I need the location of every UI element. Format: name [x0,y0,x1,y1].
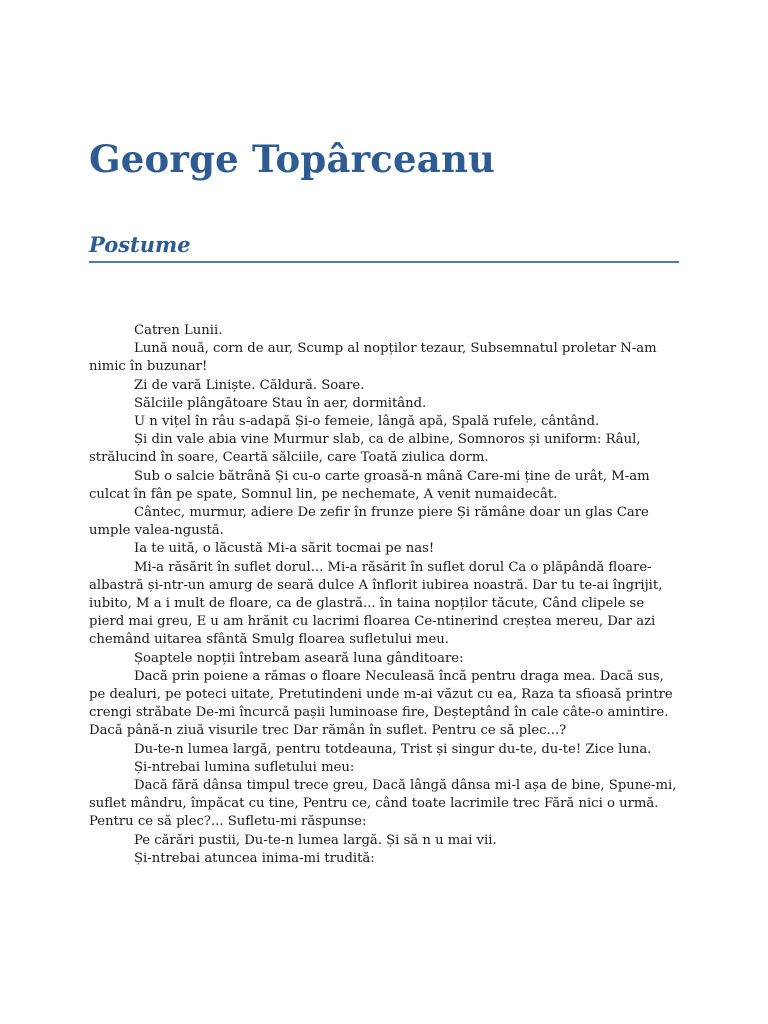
paragraph: Zi de vară Liniște. Căldură. Soare. [134,377,365,393]
paragraph: Șoaptele nopții întrebam aseară luna gânditoare: [134,650,464,666]
paragraph: Sub o salcie bătrână Și cu-o carte groasă-n mână Care-mi ține de urât, M-am culcat în fân pe spate, Somnul lin, pe nechemate, A venit numaidecât. [89,468,650,502]
paragraph: Dacă prin poiene a rămas o floare Neculeasă încă pentru draga mea. Dacă sus, pe dealuri, pe poteci uitate, Pretutindeni unde m-ai văzut cu ea, Raza ta sfioasă printre crengi străbate De-mi încurcă pașii luminoase fire, Deșteptând în cale câte-o amintire. Dacă până-n ziuă visurile trec Dar rămân în suflet. Pentru ce să plec...? [89,668,673,739]
paragraph: Cântec, murmur, adiere De zefir în frunze piere Și rămâne doar un glas Care umple valea-ngustă. [89,505,649,539]
paragraph: Și-ntrebai atuncea inima-mi trudită: [134,850,375,866]
paragraph: Și-ntrebai lumina sufletului meu: [134,759,355,775]
paragraph: Dacă fără dânsa timpul trece greu, Dacă lângă dânsa mi-l așa de bine, Spune-mi, suflet mândru, împăcat cu tine, Pentru ce, când toate lacrimile trec Fără nici o urmă. Pentru ce să plec?... Sufletu-mi răspunse: [89,778,677,830]
paragraph: Mi-a răsărit în suflet dorul... Mi-a răsărit în suflet dorul Ca o plăpândă floare-albastră și-ntr-un amurg de seară dulce A înflorit iubirea noastră. Dar tu te-ai îngrijit, iubito, M a i mult de floare, ca de glastră... în taina nopților tăcute, Când clipele se pierd mai greu, E u am hrănit cu lacrimi floarea Ce-ntinerind creștea mereu, Dar azi chemând uitarea sfântă Smulg floarea sufletului meu. [89,559,663,648]
paragraph: Lună nouă, corn de aur, Scump al nopților tezaur, Subsemnatul proletar N-am nimic în buzunar! [89,341,657,375]
paragraph: Ia te uită, o lăcustă Mi-a sărit tocmai pe nas! [134,541,435,557]
paragraph: U n vițel în râu s-adapă Și-o femeie, lângă apă, Spală rufele, cântând. [134,414,600,430]
book-title: Postume [89,232,191,257]
title-underline [89,261,679,263]
paragraph: Și din vale abia vine Murmur slab, ca de albine, Somnoros și uniform: Râul, strălucind în soare, Ceartă sălciile, care Toată ziulica dorm. [89,432,641,466]
paragraph: Catren Lunii. [134,323,223,338]
paragraph: Pe cărări pustii, Du-te-n lumea largă. Și să n u mai vii. [134,832,497,848]
body-text [89,322,681,868]
paragraph: Sălciile plângătoare Stau în aer, dormitând. [134,395,427,411]
paragraph: Du-te-n lumea largă, pentru totdeauna, Trist și singur du-te, du-te! Zice luna. [134,741,652,757]
author-heading: George Topârceanu [89,137,496,181]
